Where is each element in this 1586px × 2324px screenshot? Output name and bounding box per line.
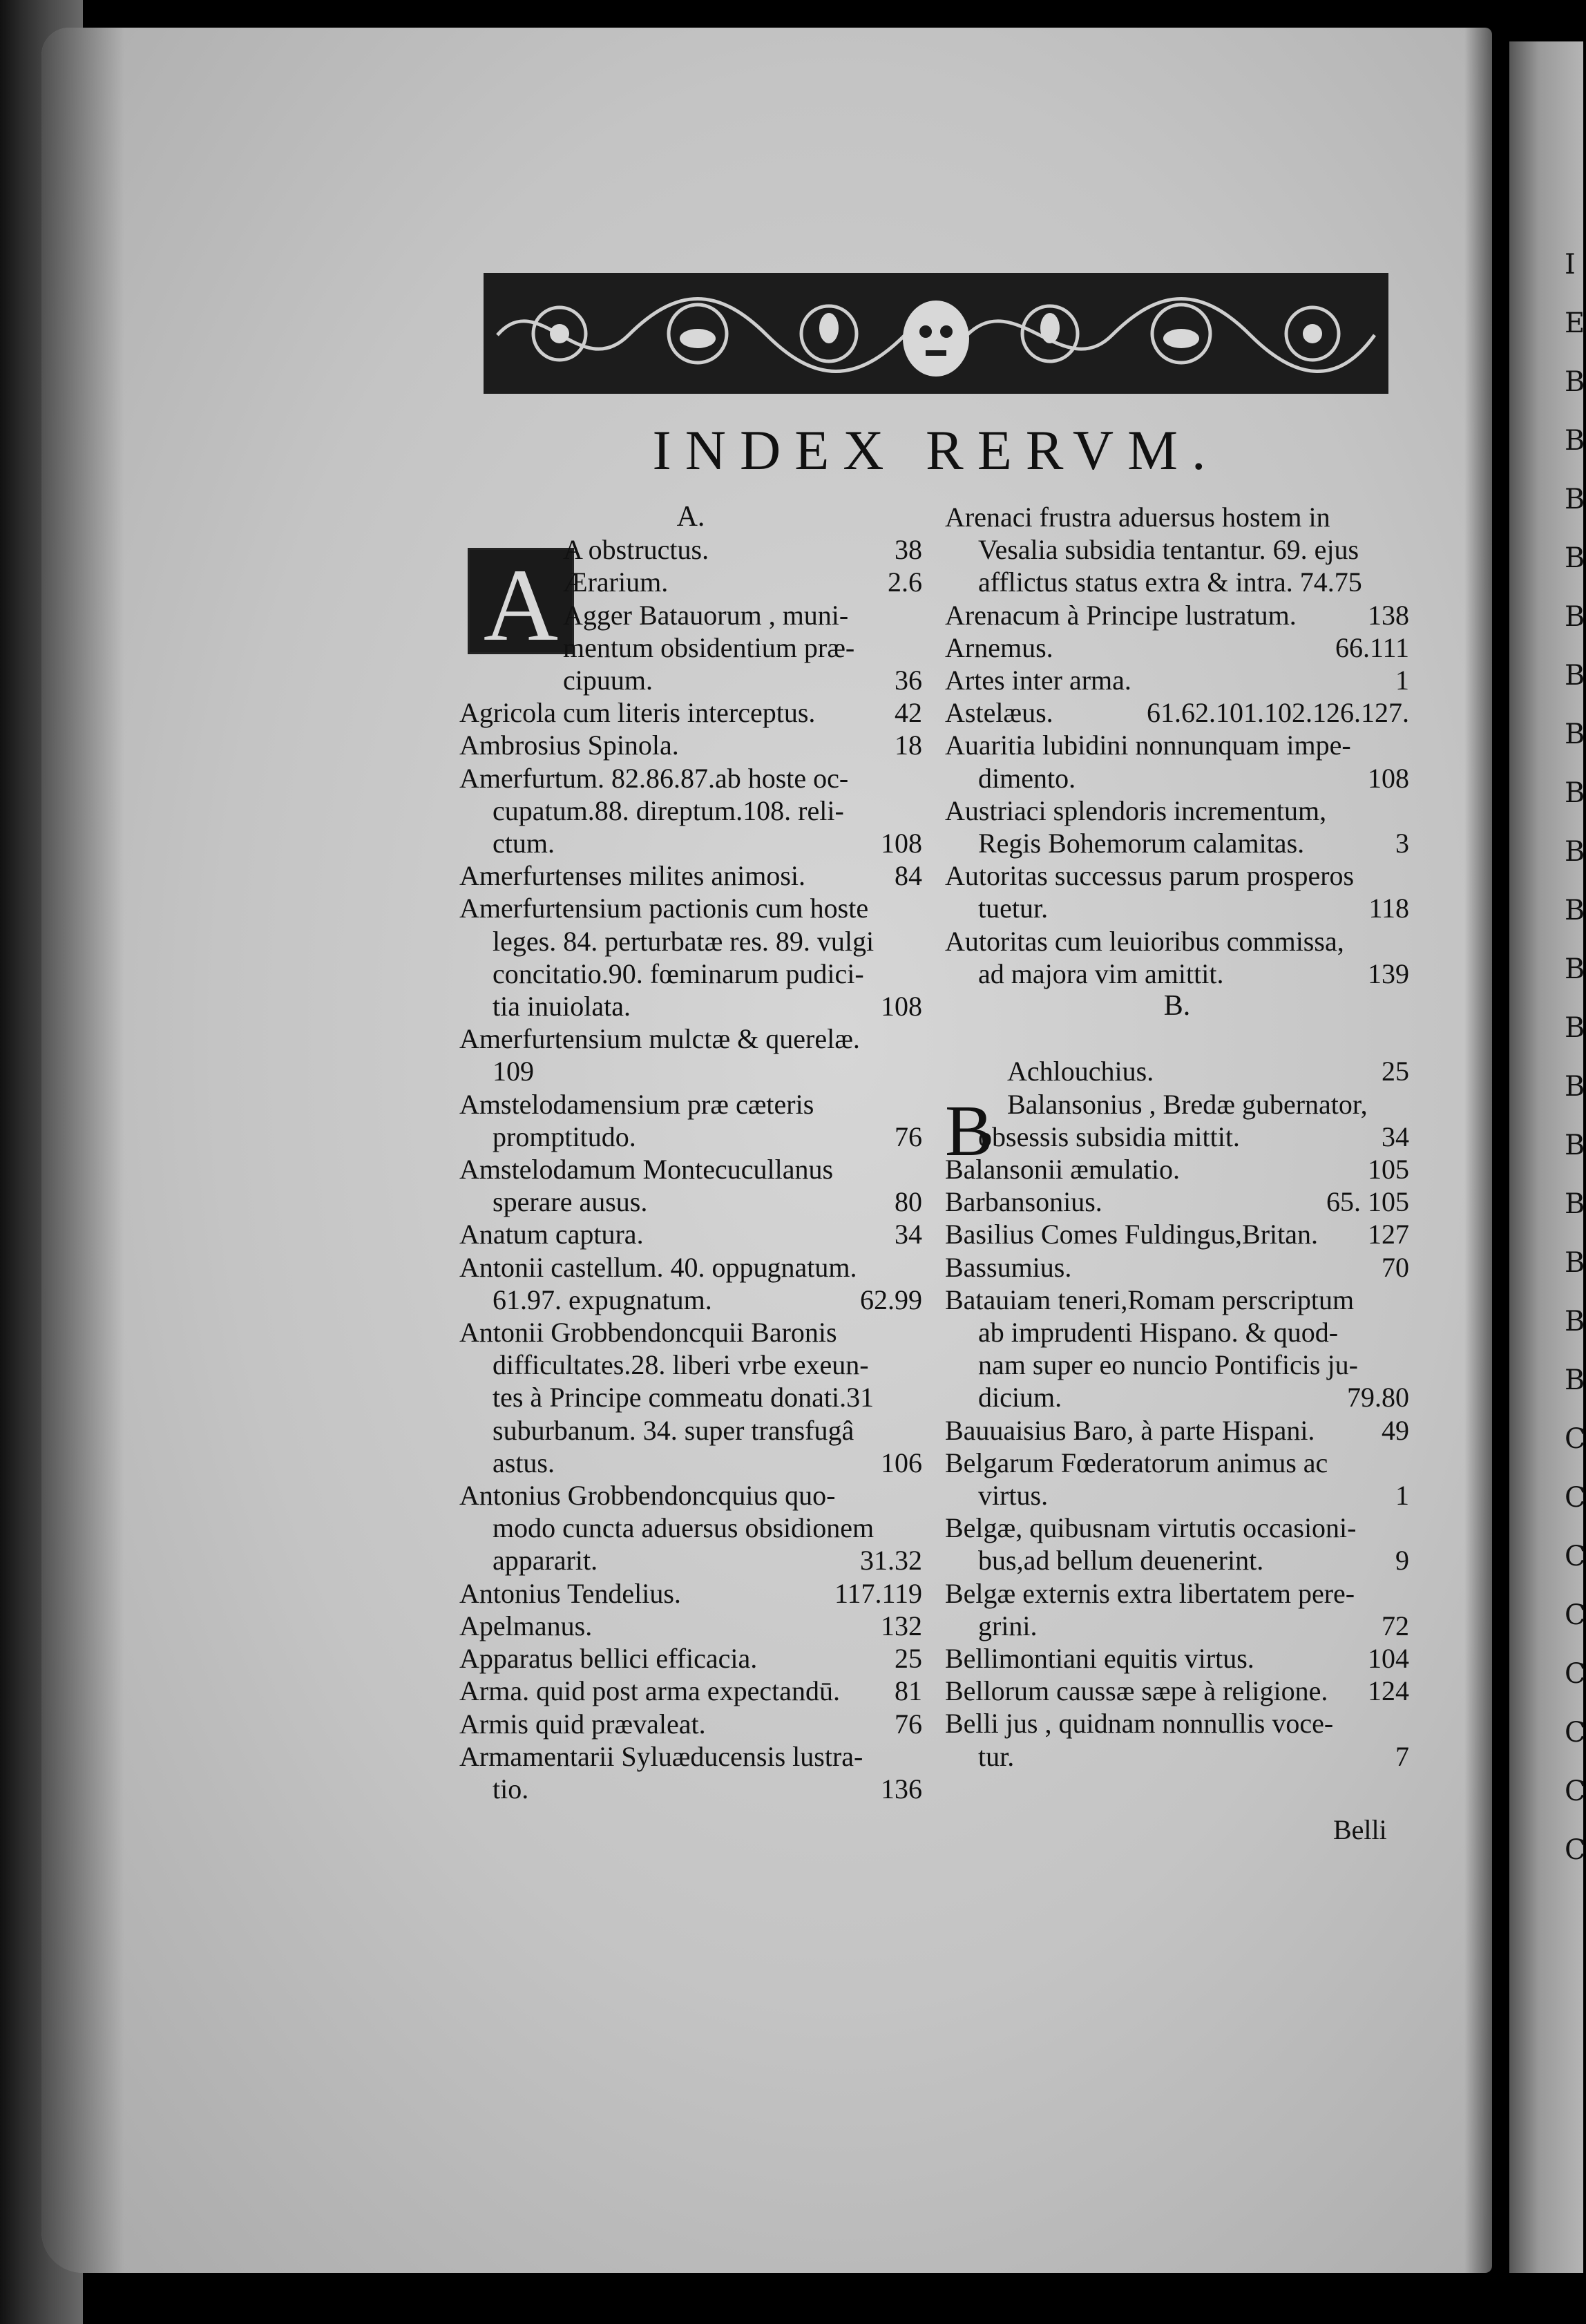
index-entry-page: 108	[1368, 762, 1409, 794]
index-entry-page	[915, 1316, 922, 1349]
index-entry-page	[915, 794, 922, 827]
index-entry	[945, 1218, 1409, 1250]
index-entry	[459, 1708, 922, 1740]
index-entry-text: Amstelodamensium præ cæteris	[459, 1088, 814, 1120]
index-entry-text: leges. 84. perturbatæ res. 89. vulgi	[493, 925, 875, 957]
index-entry-text: Austriaci splendoris incrementum,	[945, 794, 1327, 826]
index-entry-text: cupatum.88. direptum.108. reli-	[493, 794, 844, 826]
index-entry-text: astus.	[493, 1447, 555, 1478]
index-entry-text: Amerfurtum. 82.86.87.ab hoste oc-	[459, 762, 849, 794]
index-entry-page: 106	[881, 1447, 922, 1478]
index-entry	[459, 925, 922, 958]
facing-page-letter: B	[1565, 601, 1585, 633]
index-entry-text: Vesalia subsidia tentantur. 69. ejus	[978, 534, 1359, 566]
index-entry-page: 132	[881, 1610, 922, 1641]
index-entry-page: 139	[1368, 958, 1409, 989]
index-entry-text: tes à Principe commeatu donati.31	[493, 1382, 875, 1413]
index-entry-text: ctum.	[493, 828, 555, 859]
index-entry-page: 108	[881, 828, 922, 859]
index-entry-text: Apelmanus.	[459, 1610, 593, 1641]
index-entry	[459, 1088, 922, 1121]
index-entry-page: 66.111	[1335, 631, 1409, 663]
index-entry-page	[1402, 1707, 1409, 1740]
index-entry-text: Artes inter arma.	[945, 665, 1131, 696]
index-entry-page: 81	[895, 1675, 922, 1707]
index-entry	[945, 1512, 1409, 1544]
facing-page-letter: B	[1565, 1130, 1585, 1161]
index-entry-text: 109	[493, 1056, 534, 1087]
index-entry	[945, 1740, 1409, 1773]
index-entry-text: Antonius Tendelius.	[459, 1577, 681, 1609]
index-entry-page: 34	[1382, 1121, 1409, 1152]
index-entry	[945, 859, 1409, 892]
index-entry	[945, 599, 1409, 631]
index-entry-text: modo cuncta aduersus obsidionem	[493, 1512, 875, 1544]
index-entry-text: tia inuiolata.	[493, 991, 631, 1022]
facing-page-letter: B	[1565, 366, 1585, 398]
index-entry	[945, 925, 1409, 958]
index-entry	[459, 1153, 922, 1185]
index-entry-text: Armis quid prævaleat.	[459, 1708, 706, 1740]
index-entry-page: 49	[1382, 1414, 1409, 1446]
index-entry-text: Arenaci frustra aduersus hostem in	[945, 502, 1330, 533]
index-entry-page	[915, 1479, 922, 1512]
index-entry-text: Basilius Comes Fuldingus,Britan.	[945, 1219, 1319, 1250]
index-entry	[945, 1642, 1409, 1675]
index-entry	[459, 1381, 922, 1413]
index-entry	[945, 1610, 1409, 1642]
index-entry-text: Bauuaisius Baro, à parte Hispani.	[945, 1414, 1315, 1446]
index-entry-page: 136	[881, 1773, 922, 1804]
page-shadow	[41, 28, 124, 2273]
index-entry-text: Belli jus , quidnam nonnullis voce-	[945, 1708, 1334, 1740]
index-entry-text: Amerfurtensium mulctæ & querelæ.	[459, 1023, 860, 1055]
index-entry-text: Arnemus.	[945, 631, 1053, 663]
index-entry	[459, 1185, 922, 1218]
index-entry-text: Autoritas successus parum prosperos	[945, 860, 1355, 892]
index-entry	[459, 631, 922, 664]
index-entry	[459, 1740, 922, 1773]
index-entry-page: 34	[895, 1219, 922, 1250]
index-entry-page: 124	[1368, 1675, 1409, 1707]
index-entry	[459, 696, 922, 729]
facing-page-letter: B	[1565, 1364, 1585, 1396]
index-entry-page	[915, 599, 922, 631]
facing-page-letter: E	[1565, 307, 1585, 339]
index-entry-text: Arenacum à Principe lustratum.	[945, 599, 1297, 631]
index-entry-text: nam super eo nuncio Pontificis ju-	[978, 1349, 1358, 1381]
index-entry-page	[915, 1055, 922, 1087]
index-entry-page	[915, 1740, 922, 1773]
index-entry-page: 62.99	[860, 1284, 922, 1315]
index-entry	[459, 1447, 922, 1479]
index-entry	[459, 1284, 922, 1316]
index-entry-page: 7	[1395, 1740, 1409, 1772]
index-entry	[459, 1544, 922, 1577]
index-entry	[945, 1414, 1409, 1447]
index-entry-text: Auaritia lubidini nonnunquam impe-	[945, 730, 1351, 761]
index-entry	[459, 827, 922, 859]
index-entry	[459, 1022, 922, 1055]
index-entry-page: 118	[1368, 893, 1409, 924]
index-entry-text: dicium.	[978, 1382, 1062, 1413]
index-entry-text: promptitudo.	[493, 1121, 636, 1152]
catchword: Belli	[1333, 1814, 1387, 1845]
index-entry-page	[915, 1414, 922, 1447]
index-entry-page: 105	[1368, 1154, 1409, 1185]
index-entry-page	[915, 1349, 922, 1381]
facing-page-letter: C	[1565, 1658, 1586, 1690]
index-entry-text: Agger Batauorum , muni-	[563, 599, 849, 631]
index-entry-text: Antonii castellum. 40. oppugnatum.	[459, 1251, 857, 1283]
index-entry-page	[1402, 925, 1409, 958]
index-entry-page	[915, 958, 922, 990]
facing-page-letter: I	[1565, 249, 1576, 280]
facing-page-letter: B	[1565, 1188, 1585, 1220]
gutter-shadow	[1464, 28, 1506, 2273]
index-entry	[945, 1284, 1409, 1316]
index-entry-page: 1	[1395, 1480, 1409, 1512]
index-entry-text: Regis Bohemorum calamitas.	[978, 828, 1305, 859]
index-entry-page: 61.62.101.102.126.127.	[1147, 697, 1409, 729]
index-entry	[945, 1121, 1409, 1153]
index-entry-text: Amstelodamum Montecucullanus	[459, 1154, 834, 1185]
index-entry-text: 61.97. expugnatum.	[493, 1284, 712, 1315]
index-entry-page	[1402, 1577, 1409, 1610]
index-entry	[945, 762, 1409, 794]
facing-page-letter: C	[1565, 1717, 1586, 1749]
index-entry-text: A obstructus.	[563, 534, 709, 566]
index-entry	[459, 958, 922, 990]
index-entry-page: 76	[895, 1708, 922, 1740]
index-entry	[459, 566, 922, 598]
index-entry-text: Antonii Grobbendoncquii Baronis	[459, 1317, 837, 1349]
index-entry-text: Antonius Grobbendoncquius quo-	[459, 1480, 836, 1512]
index-entry	[459, 1610, 922, 1642]
index-entry-page: 138	[1368, 599, 1409, 631]
facing-page-letter: C	[1565, 1423, 1586, 1455]
index-entry-page: 108	[881, 991, 922, 1022]
index-entry-page: 31.32	[860, 1545, 922, 1577]
index-entry	[945, 1316, 1409, 1349]
index-entry-page: 25	[1382, 1056, 1409, 1087]
index-entry	[945, 696, 1409, 729]
index-entry	[945, 1251, 1409, 1284]
index-entry-page: 36	[895, 665, 922, 696]
index-entry-text: Ærarium.	[563, 566, 669, 598]
index-column-right	[945, 501, 1409, 1773]
index-entry	[945, 1544, 1409, 1577]
index-entry	[945, 958, 1409, 990]
index-entry-text: Apparatus bellici efficacia.	[459, 1643, 758, 1675]
index-entry-page	[915, 1381, 922, 1413]
index-entry-page: 72	[1382, 1610, 1409, 1641]
index-entry-page	[915, 631, 922, 664]
facing-page-letter: B	[1565, 1012, 1585, 1044]
facing-page-letter: B	[1565, 718, 1585, 750]
index-entry	[459, 859, 922, 892]
index-entry-page: 1	[1395, 665, 1409, 696]
facing-page-letter: B	[1565, 836, 1585, 868]
index-entry-page	[1402, 566, 1409, 598]
index-entry-page	[1402, 1349, 1409, 1381]
index-entry	[945, 729, 1409, 761]
index-entry-text: appararit.	[493, 1545, 598, 1577]
facing-page-letter: B	[1565, 425, 1585, 457]
facing-page-letter: B	[1565, 660, 1585, 692]
index-entry-page: 79.80	[1347, 1382, 1409, 1413]
index-entry-page: 38	[895, 534, 922, 566]
index-entry-page	[1402, 533, 1409, 566]
page-title: INDEX RERVM.	[652, 419, 1220, 482]
index-entry	[945, 533, 1409, 566]
index-entry-text: Armamentarii Syluæducensis lustra-	[459, 1740, 863, 1772]
index-entry-text: Bassumius.	[945, 1251, 1072, 1283]
index-entry	[945, 1185, 1409, 1218]
index-entry-page	[915, 1022, 922, 1055]
decorative-headpiece	[484, 273, 1388, 394]
index-entry-page: 127	[1368, 1219, 1409, 1250]
index-entry	[459, 1349, 922, 1381]
index-entry-page: 104	[1368, 1643, 1409, 1675]
facing-page-letter: C	[1565, 1599, 1586, 1631]
index-entry-text: sperare ausus.	[493, 1186, 648, 1218]
index-entry-text: Batauiam teneri,Romam perscriptum	[945, 1284, 1355, 1315]
index-entry-text: Autoritas cum leuioribus commissa,	[945, 925, 1344, 957]
index-entry-text: Balansonii æmulatio.	[945, 1154, 1180, 1185]
index-entry	[945, 827, 1409, 859]
index-entry	[459, 990, 922, 1022]
index-entry-text: suburbanum. 34. super transfugâ	[493, 1414, 854, 1446]
dropcap-letter: A	[483, 548, 559, 663]
facing-page-letter: B	[1565, 542, 1585, 574]
facing-page-letter: C	[1565, 1834, 1586, 1866]
facing-page-letter: C	[1565, 1541, 1586, 1572]
index-entry	[459, 1055, 922, 1087]
index-entry-text: concitatio.90. fœminarum pudici-	[493, 958, 864, 989]
index-entry-page: 70	[1382, 1251, 1409, 1283]
facing-page-letter: C	[1565, 1482, 1586, 1514]
facing-page-letter: B	[1565, 777, 1585, 809]
index-entry	[945, 794, 1409, 827]
index-entry-page	[1402, 1512, 1409, 1544]
index-entry-page	[915, 892, 922, 924]
index-entry-page	[915, 925, 922, 958]
index-entry	[459, 1773, 922, 1805]
index-column-left	[459, 501, 922, 1805]
facing-page-edge	[1509, 41, 1586, 2273]
index-entry-page: 25	[895, 1643, 922, 1675]
facing-page-letter: B	[1565, 484, 1585, 515]
index-entry	[459, 1479, 922, 1512]
index-entry	[945, 892, 1409, 924]
index-entry-text: Belgarum Fœderatorum animus ac	[945, 1447, 1328, 1478]
index-entry-text: Barbansonius.	[945, 1186, 1102, 1218]
facing-page-letter: B	[1565, 1247, 1585, 1279]
index-entry-text: Achlouchius.	[1007, 1056, 1154, 1087]
index-entry-page	[915, 1512, 922, 1544]
index-entry	[945, 1479, 1409, 1512]
dropcap-b: B	[945, 1090, 994, 1171]
facing-page-letter: C	[1565, 1775, 1586, 1807]
index-entry-text: obsessis subsidia mittit.	[978, 1121, 1240, 1152]
index-entry-page	[1402, 729, 1409, 761]
index-entry-page	[1402, 1284, 1409, 1316]
index-entry-text: cipuum.	[563, 665, 653, 696]
index-entry	[459, 892, 922, 924]
index-entry	[945, 1088, 1409, 1121]
section-heading-a: A.	[676, 501, 705, 533]
index-entry	[459, 1316, 922, 1349]
index-entry-text: ad majora vim amittit.	[978, 958, 1224, 989]
index-entry	[945, 1349, 1409, 1381]
facing-page-letter: B	[1565, 953, 1585, 985]
index-entry-text: Anatum captura.	[459, 1219, 644, 1250]
index-entry-page: 18	[895, 730, 922, 761]
index-entry-text: bus,ad bellum deuenerint.	[978, 1545, 1264, 1577]
index-entry	[945, 1381, 1409, 1413]
index-entry-page	[1402, 1447, 1409, 1479]
index-entry-text: Balansonius , Bredæ gubernator,	[1007, 1088, 1368, 1120]
index-entry-page	[915, 1088, 922, 1121]
index-entry	[459, 762, 922, 794]
index-entry	[459, 664, 922, 696]
index-entry	[945, 664, 1409, 696]
index-entry-text: Amerfurtenses milites animosi.	[459, 860, 806, 892]
index-entry	[459, 1642, 922, 1675]
index-entry	[945, 1675, 1409, 1707]
index-entry	[945, 566, 1409, 598]
index-entry-page	[915, 762, 922, 794]
index-entry	[945, 501, 1409, 533]
index-entry-text: Ambrosius Spinola.	[459, 730, 679, 761]
index-entry-text: tur.	[978, 1740, 1015, 1772]
index-entry	[945, 1447, 1409, 1479]
index-entry-page	[1402, 1316, 1409, 1349]
index-entry-text: virtus.	[978, 1480, 1049, 1512]
index-entry-page: 65. 105	[1326, 1186, 1409, 1218]
index-entry	[459, 1512, 922, 1544]
index-entry-text: Bellorum caussæ sæpe à religione.	[945, 1675, 1328, 1707]
index-entry-text: dimento.	[978, 762, 1076, 794]
index-entry-page: 117.119	[834, 1577, 922, 1609]
facing-page-letter: B	[1565, 895, 1585, 926]
index-entry-page: 3	[1395, 828, 1409, 859]
index-entry-text: Arma. quid post arma expectandū.	[459, 1675, 840, 1707]
index-entry-page	[1402, 501, 1409, 533]
index-entry	[459, 1414, 922, 1447]
index-entry-text: mentum obsidentium præ-	[563, 631, 855, 663]
index-entry-text: Belgæ, quibusnam virtutis occasioni-	[945, 1512, 1357, 1544]
index-entry-page: 9	[1395, 1545, 1409, 1577]
index-entry	[945, 1707, 1409, 1740]
index-entry	[459, 794, 922, 827]
index-entry-text: grini.	[978, 1610, 1038, 1641]
index-entry	[945, 631, 1409, 664]
index-entry	[459, 1218, 922, 1250]
index-entry-page: 76	[895, 1121, 922, 1152]
index-entry	[459, 1251, 922, 1284]
index-entry-text: difficultates.28. liberi vrbe exeun-	[493, 1349, 869, 1381]
index-entry-page	[915, 1153, 922, 1185]
index-entry	[459, 1577, 922, 1610]
index-entry	[459, 1675, 922, 1707]
index-entry	[945, 1577, 1409, 1610]
section-heading-b: B.	[1163, 990, 1191, 1022]
index-entry	[945, 1153, 1409, 1185]
index-entry-text: Amerfurtensium pactionis cum hoste	[459, 893, 869, 924]
index-entry-page	[915, 1251, 922, 1284]
index-entry-text: afflictus status extra & intra. 74.75	[978, 566, 1362, 598]
index-entry	[459, 729, 922, 761]
index-entry	[459, 599, 922, 631]
index-entry-text: ab imprudenti Hispano. & quod-	[978, 1317, 1339, 1349]
index-entry-text: tio.	[493, 1773, 529, 1804]
index-entry-text: Agricola cum literis interceptus.	[459, 697, 816, 729]
index-entry	[459, 1121, 922, 1153]
index-entry-page: 84	[895, 860, 922, 892]
index-entry-page: 80	[895, 1186, 922, 1218]
index-entry-text: Bellimontiani equitis virtus.	[945, 1643, 1254, 1675]
index-entry-page	[1402, 1088, 1409, 1121]
facing-page-letter: B	[1565, 1071, 1585, 1103]
index-entry	[945, 1055, 1409, 1087]
index-entry-page: 42	[895, 697, 922, 729]
index-entry	[459, 533, 922, 566]
facing-page-letter: B	[1565, 1306, 1585, 1337]
spacer	[945, 1022, 1409, 1055]
index-entry-page	[1402, 794, 1409, 827]
index-entry-text: tuetur.	[978, 893, 1049, 924]
index-entry-text: Belgæ externis extra libertatem pere-	[945, 1577, 1355, 1609]
index-entry-text: Astelæus.	[945, 697, 1053, 729]
index-entry-page	[1402, 859, 1409, 892]
index-entry-page: 2.6	[888, 566, 922, 598]
